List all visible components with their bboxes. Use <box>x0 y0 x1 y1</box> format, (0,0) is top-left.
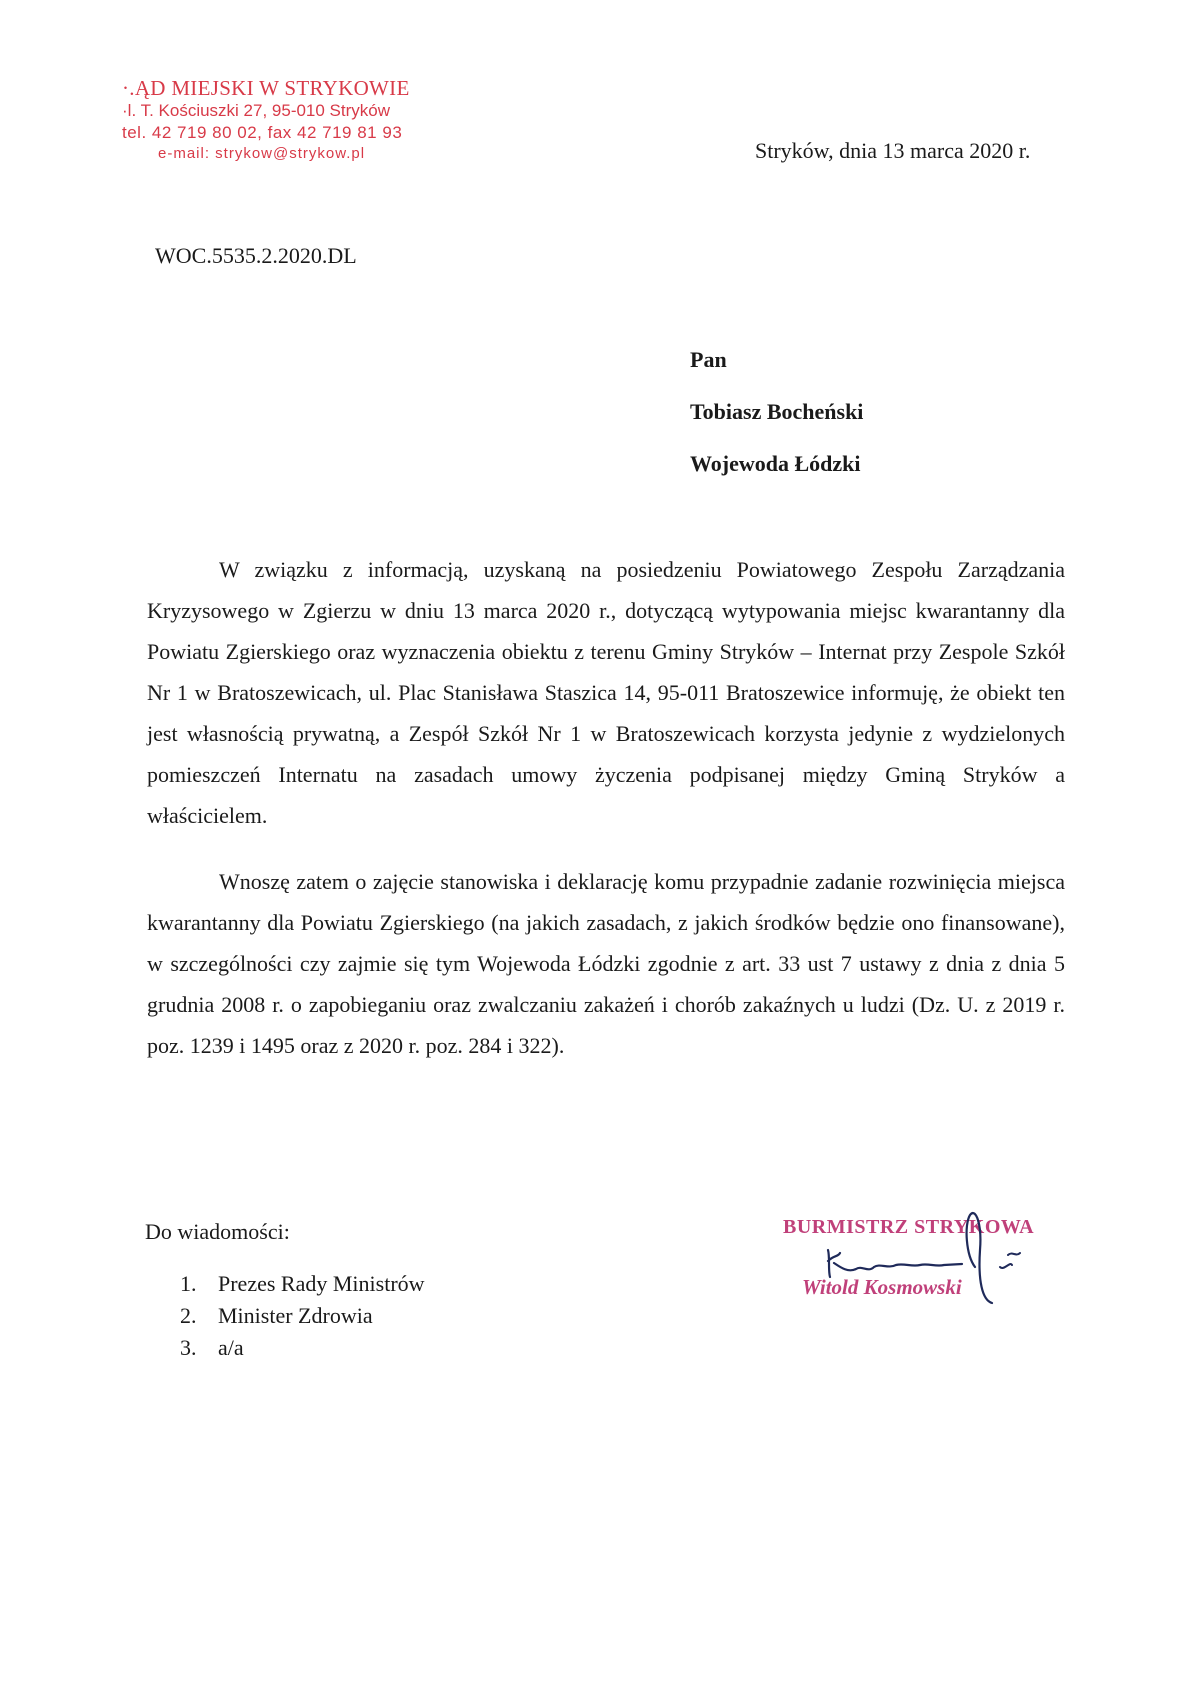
list-text: Minister Zdrowia <box>218 1303 373 1328</box>
paragraph-text: Wnoszę zatem o zajęcie stanowiska i deklarację komu przypadnie zadanie rozwinięcia miejsca kwarantanny dla Powiatu Zgierskiego (na jakich zasadach, z jakich środków będzie ono finansowane), w szczególności czy zajmie się tym Wojewoda Łódzki zgodnie z art. 33 ust 7 ustawy z dnia z dnia 5 grudnia 2008 r. o zapobieganiu oraz zwalczaniu zakażeń i chorób zakaźnych u ludzi (Dz. U. z 2019 r. poz. 1239 i 1495 oraz z 2020 r. poz. 284 i 322). <box>147 869 1065 1058</box>
handwritten-signature <box>770 1195 1060 1325</box>
addressee-title: Wojewoda Łódzki <box>690 451 861 476</box>
list-number: 2. <box>180 1303 197 1328</box>
list-text: a/a <box>218 1335 244 1360</box>
signature-stamp-title: BURMISTRZ STRYKOWA <box>783 1216 1035 1238</box>
list-item <box>180 1332 425 1364</box>
body-paragraph-2 <box>147 861 1065 1066</box>
list-text: Prezes Rady Ministrów <box>218 1271 425 1296</box>
stamp-email: e-mail: strykow@strykow.pl <box>158 145 366 162</box>
list-number: 3. <box>180 1335 197 1360</box>
office-stamp <box>118 76 478 164</box>
paragraph-text: W związku z informacją, uzyskaną na posiedzeniu Powiatowego Zespołu Zarządzania Kryzysowego w Zgierzu w dniu 13 marca 2020 r., dotyczącą wytypowania miejsc kwarantanny dla Powiatu Zgierskiego oraz wyznaczenia obiektu z terenu Gminy Stryków – Internat przy Zespole Szkół Nr 1 w Bratoszewicach, ul. Plac Stanisława Staszica 14, 95-011 Bratoszewice informuję, że obiekt ten jest własnością prywatną, a Zespół Szkół Nr 1 w Bratoszewicach korzysta jedynie z wydzielonych pomieszczeń Internatu na zasadach umowy życzenia podpisanej między Gminą Stryków a właścicielem. <box>147 557 1065 828</box>
list-item <box>180 1268 425 1300</box>
body-paragraph-1 <box>147 549 1065 836</box>
signature-stamp-name: Witold Kosmowski <box>802 1275 962 1299</box>
addressee-salutation: Pan <box>690 347 727 372</box>
cc-title: Do wiadomości: <box>145 1219 290 1244</box>
list-item <box>180 1300 425 1332</box>
letter-date: Stryków, dnia 13 marca 2020 r. <box>755 138 1031 163</box>
addressee-name: Tobiasz Bocheński <box>690 399 864 424</box>
reference-number: WOC.5535.2.2020.DL <box>155 243 357 268</box>
stamp-office-name: ·.ĄD MIEJSKI W STRYKOWIE <box>122 76 410 100</box>
stamp-address: ·l. T. Kościuszki 27, 95-010 Stryków <box>122 101 391 120</box>
list-number: 1. <box>180 1271 197 1296</box>
cc-list <box>180 1268 425 1364</box>
stamp-phone-fax: tel. 42 719 80 02, fax 42 719 81 93 <box>122 123 403 142</box>
